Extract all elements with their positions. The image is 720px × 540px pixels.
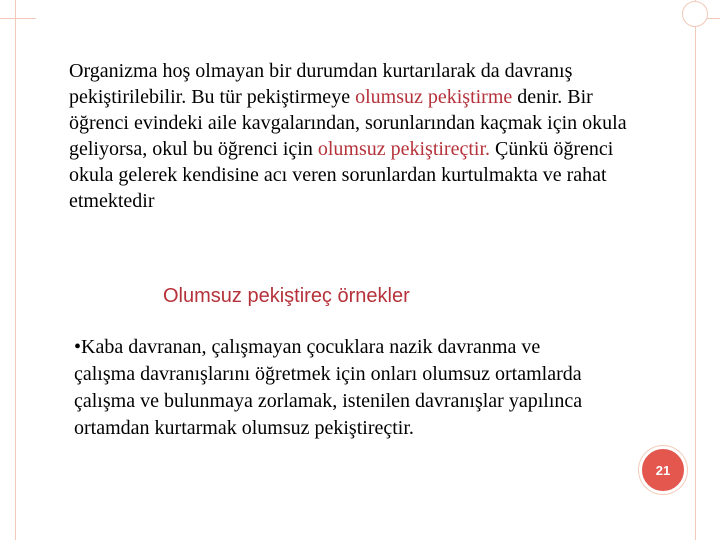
highlight-term-1: olumsuz pekiştirme [355,86,513,108]
page-number-badge: 21 [639,446,687,494]
frame-line-left [15,0,16,540]
body-paragraph [69,58,639,214]
frame-line-top-left [0,18,36,19]
paragraph-text-3: Çünkü öğrenci okula gelerek kendisine acı veren sorunlardan kurtulmakta ve rahat etmektedir [69,138,614,212]
section-subheading: Olumsuz pekiştireç örnekler [163,285,410,307]
bullet-text: Kaba davranan, çalışmayan çocuklara nazik davranma ve çalışma davranışlarını öğretmek için onları olumsuz ortamlarda çalışma ve bulunmaya zorlamak, istenilen davranışlar yapılınca ortamdan kurtarmak olumsuz pekiştireçtir. [74,336,583,439]
bullet-item [74,334,594,442]
paragraph-text-2: denir. Bir öğrenci evindeki aile kavgalarından, sorunlarından kaçmak için okula geliyorsa, okul bu öğrenci için [69,86,627,160]
highlight-term-2: olumsuz pekiştireçtir. [317,138,491,160]
paragraph-text-1: Organizma hoş olmayan bir durumdan kurtarılarak da davranış pekiştirilebilir. Bu tür pekiştirmeye [69,60,573,108]
frame-line-right [695,0,696,540]
bullet-marker: • [74,336,82,358]
decorative-circle [682,1,708,27]
